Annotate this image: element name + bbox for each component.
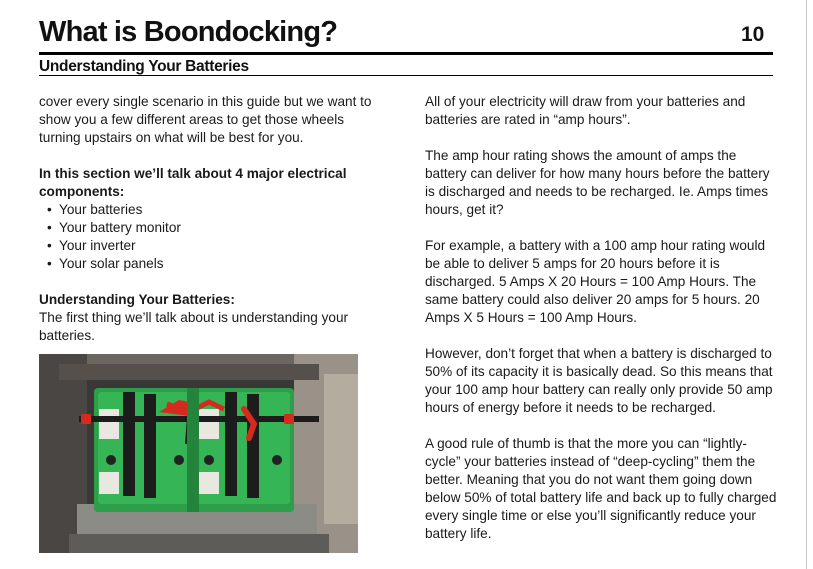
components-list (47, 201, 384, 273)
components-heading: In this section we’ll talk about 4 major electrical components: (39, 166, 347, 199)
paragraph: A good rule of thumb is that the more you can “lightly-cycle” your batteries instead of “deep-cycling” them the better. Meaning that you do not want them going down below 50% of total battery life and back up to fully charged every single time or else you’ll significantly reduce your battery life. (425, 436, 777, 541)
list-item: • Your inverter (47, 237, 384, 255)
list-item: • Your solar panels (47, 255, 384, 273)
paragraph: However, don’t forget that when a battery is discharged to 50% of its capacity it is basically dead. So this means that your 100 amp hour battery can really only provide 50 amp hours of energy before it needs to be recharged. (425, 346, 773, 415)
section-paragraph: The first thing we’ll talk about is understanding your batteries. (39, 310, 349, 343)
intro-paragraph: cover every single scenario in this guide but we want to show you a few different areas to get those wheels turning upstairs on what will be best for you. (39, 94, 372, 145)
paragraph: All of your electricity will draw from your batteries and batteries are rated in “amp hours”. (425, 94, 746, 127)
title-divider (39, 52, 773, 55)
section-subtitle: Understanding Your Batteries (39, 58, 249, 75)
page-number: 10 (741, 23, 765, 46)
paragraph: For example, a battery with a 100 amp hour rating would be able to deliver 5 amps for 20 hours before it is discharged. 5 Amps X 20 Hours = 100 Amp Hours. The same battery could also deliver 20 amps for 5 hours. 20 Amps X 5 Hours = 100 Amp Hours. (425, 238, 766, 325)
section-heading: Understanding Your Batteries: (39, 292, 235, 307)
battery-bank-photo (39, 354, 358, 553)
page-edge (806, 0, 807, 569)
list-item: • Your battery monitor (47, 219, 384, 237)
subtitle-divider (39, 75, 773, 76)
right-column (425, 93, 780, 543)
paragraph: The amp hour rating shows the amount of amps the battery can deliver for how many hours before the battery is discharged and needs to be recharged. Ie. Amps times hours, get it? (425, 148, 770, 217)
list-item: • Your batteries (47, 201, 384, 219)
page-title: What is Boondocking? (39, 16, 338, 48)
left-column (39, 93, 384, 345)
